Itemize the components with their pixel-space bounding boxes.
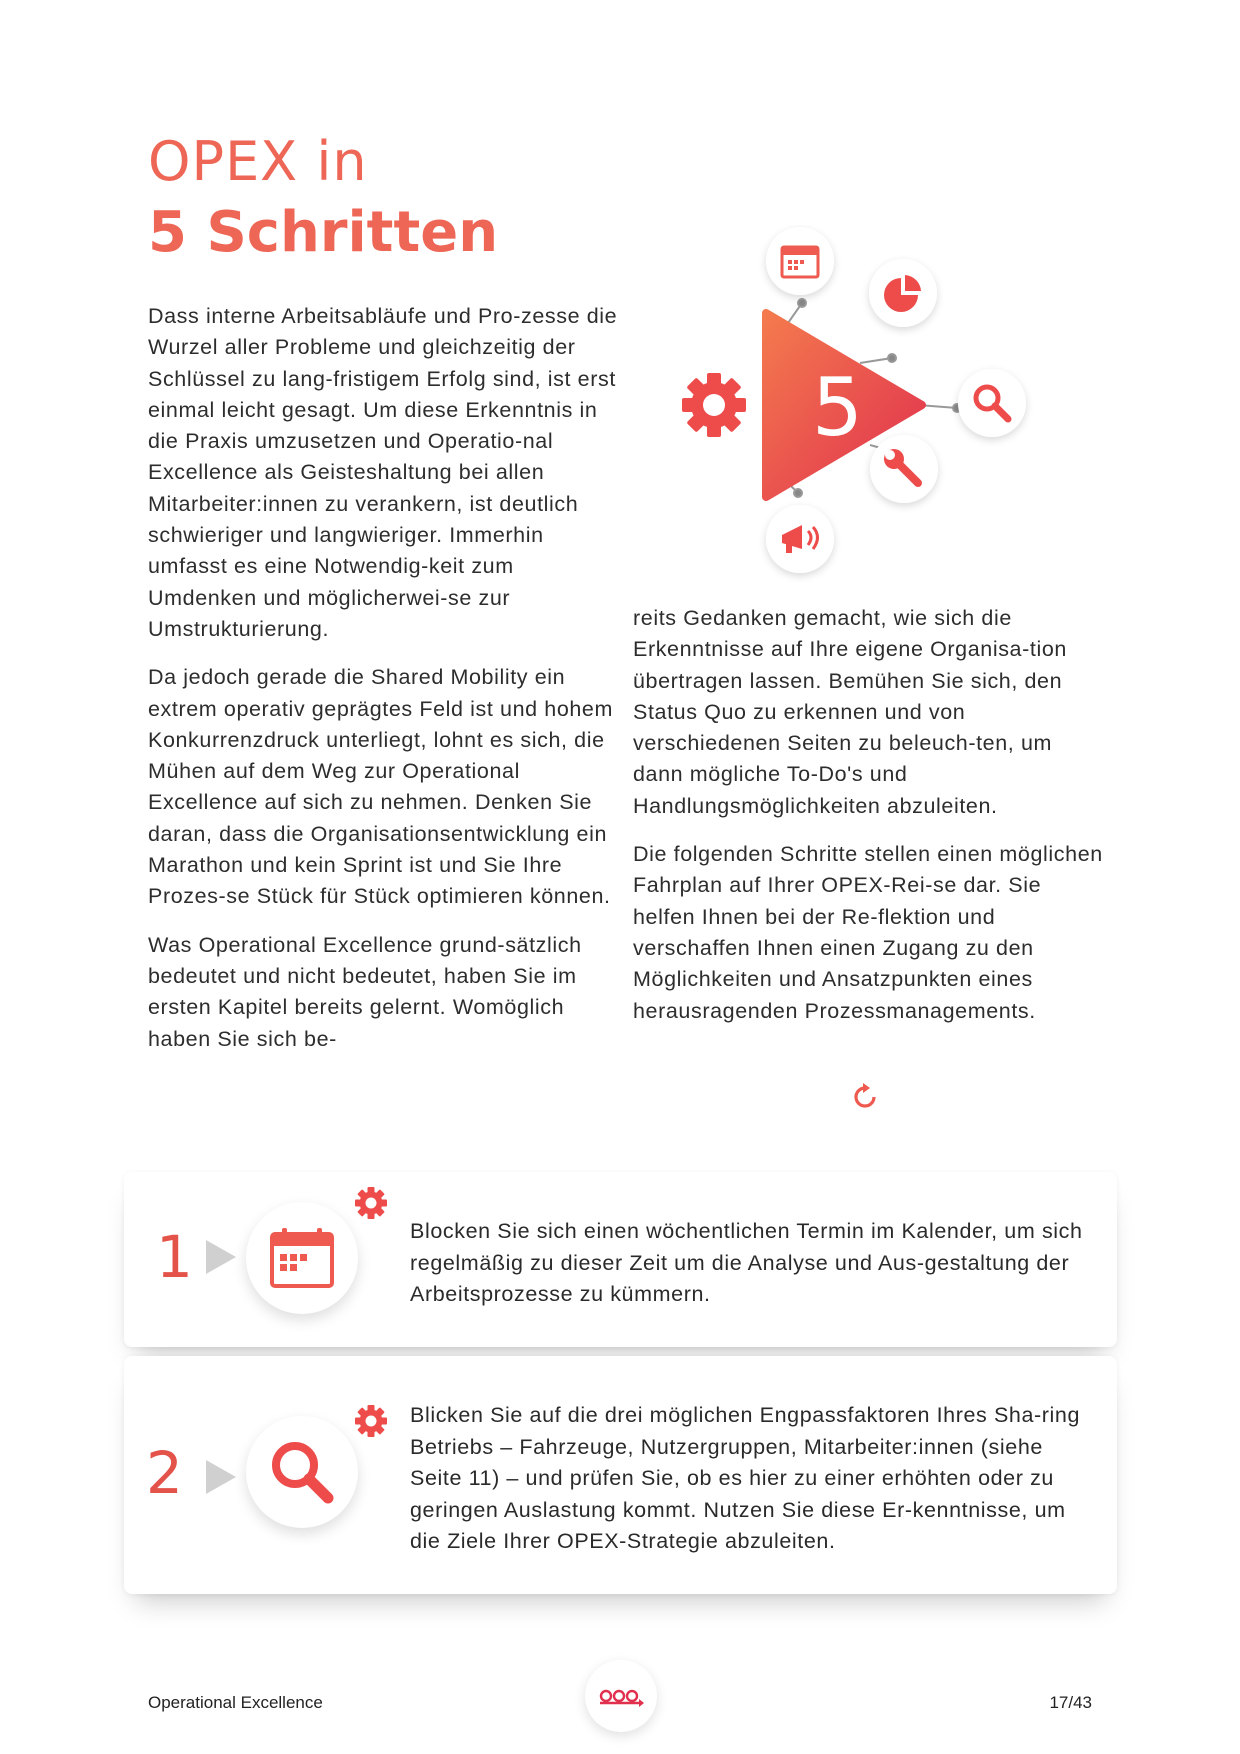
calendar-icon bbox=[268, 1224, 336, 1292]
page-title-line-2: 5 Schritten bbox=[148, 199, 499, 265]
megaphone-icon bbox=[766, 505, 834, 573]
step-card-2 bbox=[124, 1356, 1117, 1594]
magnifier-icon bbox=[958, 369, 1026, 437]
step-text: Blocken Sie sich einen wöchentlichen Termin im Kalender, um sich regelmäßig zu dieser Zeit um die Analyse und Aus-gestaltung der Arbeitsprozesse zu kümmern. bbox=[410, 1219, 1083, 1306]
step-icon-bubble bbox=[246, 1416, 358, 1528]
pie-chart-icon bbox=[869, 259, 937, 327]
paragraph: reits Gedanken gemacht, wie sich die Erkenntnisse auf Ihre eigene Organisa-tion übertragen lassen. Bemühen Sie sich, den Status Quo zu erkennen und von verschiedenen Seiten zu beleuch-ten, um dann mögliche To-Do's und Handlungsmöglichkeiten abzuleiten. bbox=[633, 606, 1067, 818]
five-steps-graphic bbox=[670, 225, 1090, 595]
left-text-column bbox=[148, 301, 618, 1072]
step-number: 2 bbox=[146, 1439, 183, 1507]
page-title-line-1: OPEX in bbox=[148, 130, 368, 193]
page-number: 17/43 bbox=[1049, 1693, 1092, 1712]
step-number: 1 bbox=[156, 1223, 193, 1291]
page-title bbox=[148, 130, 498, 266]
five-steps-illustration bbox=[670, 225, 1090, 595]
step-icon-bubble bbox=[246, 1202, 358, 1314]
refresh-icon[interactable] bbox=[850, 1082, 880, 1112]
play-arrow-icon bbox=[204, 1238, 238, 1276]
wrench-icon bbox=[870, 435, 938, 503]
gear-icon bbox=[354, 1404, 388, 1438]
paragraph: Die folgenden Schritte stellen einen möglichen Fahrplan auf Ihrer OPEX-Rei-se dar. Sie helfen Ihnen bei der Re-flektion und verschaffen Ihnen einen Zugang zu den Möglichkeiten und Ansatzpunkten eines herausragenden Prozessmanagements. bbox=[633, 842, 1103, 1023]
calendar-icon bbox=[766, 227, 834, 295]
play-arrow-icon bbox=[204, 1458, 238, 1496]
paragraph: Da jedoch gerade die Shared Mobility ein extrem operativ geprägtes Feld ist und hohem Konkurrenzdruck unterliegt, lohnt es sich, die Mühen auf dem Weg zur Operational Excellence auf sich zu nehmen. Denken Sie daran, dass die Organisationsentwicklung ein Marathon und kein Sprint ist und Sie Ihre Prozes-se Stück für Stück optimieren können. bbox=[148, 665, 613, 909]
gear-icon bbox=[682, 373, 746, 437]
right-text-column bbox=[633, 603, 1103, 1044]
hero-number: 5 bbox=[812, 361, 863, 454]
footer-title: Operational Excellence bbox=[148, 1693, 323, 1712]
paragraph: Dass interne Arbeitsabläufe und Pro-zesse die Wurzel aller Probleme und gleichzeitig der Schlüssel zu lang-fristigem Erfolg sind, ist erst einmal leicht gesagt. Um diese Erkenntnis in die Praxis umzusetzen und Operatio-nal Excellence als Geisteshaltung bei allen Mitarbeiter:innen zu verankern, ist deutlich schwieriger und langwieriger. Immerhin umfasst es eine Notwendig-keit zum Umdenken und möglicherwei-se zur Umstrukturierung. bbox=[148, 304, 618, 641]
footer-logo bbox=[585, 1660, 657, 1732]
magnifier-icon bbox=[268, 1438, 336, 1506]
paragraph: Was Operational Excellence grund-sätzlich bedeutet und nicht bedeutet, haben Sie im ersten Kapitel bereits gelernt. Womöglich haben Sie sich be- bbox=[148, 932, 582, 1051]
logo-icon bbox=[597, 1684, 645, 1708]
step-card-1 bbox=[124, 1172, 1117, 1347]
gear-icon bbox=[354, 1186, 388, 1220]
step-text: Blicken Sie auf die drei möglichen Engpassfaktoren Ihres Sha-ring Betriebs – Fahrzeuge, Nutzergruppen, Mitarbeiter:innen (siehe Seite 11) – und prüfen Sie, ob es hier zu einer erhöhten oder zu geringen Auslastung kommt. Nutzen Sie diese Er-kenntnisse, um die Ziele Ihrer OPEX-Strategie abzuleiten. bbox=[410, 1403, 1081, 1553]
